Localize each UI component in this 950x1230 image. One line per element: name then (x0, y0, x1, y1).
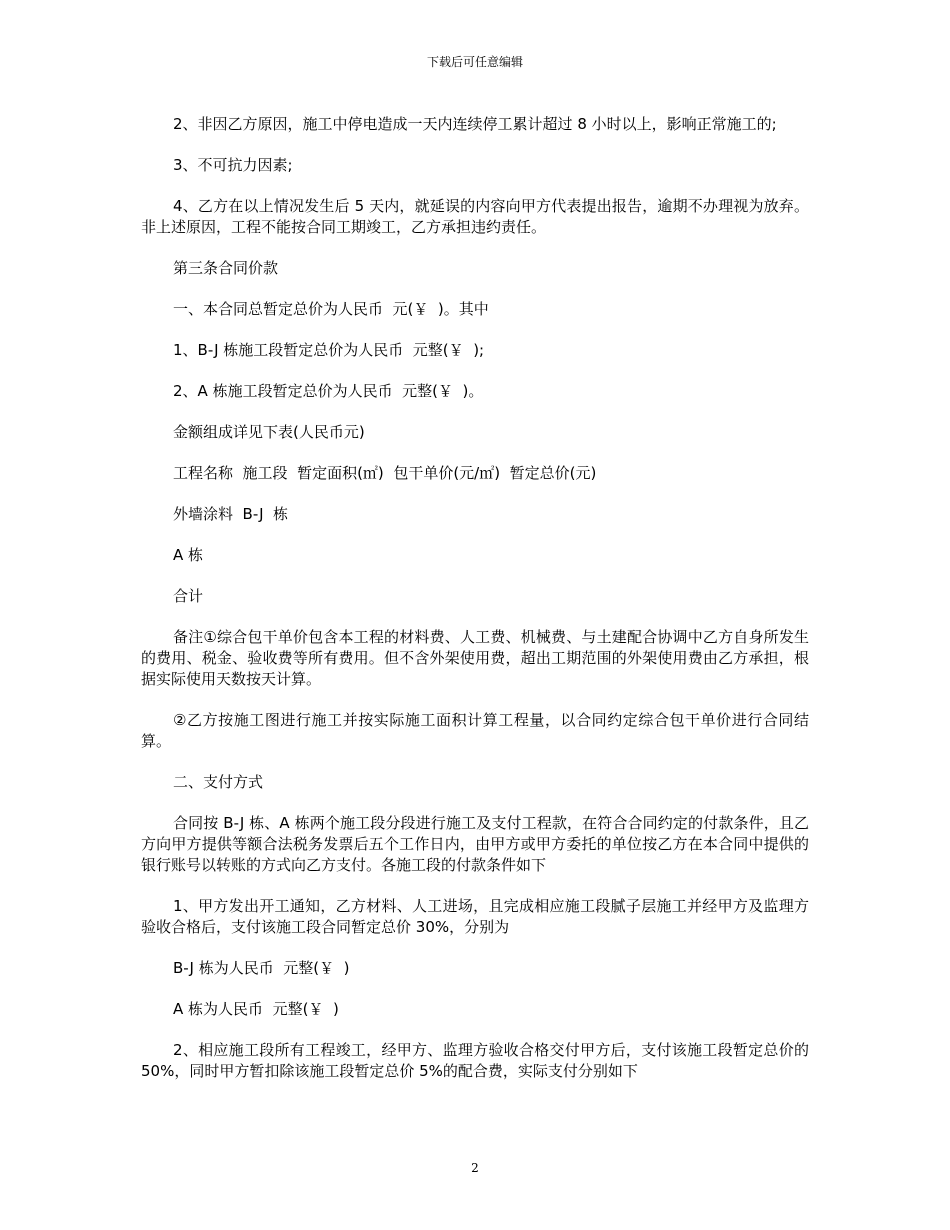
paragraph-remark-2: ②乙方按施工图进行施工并按实际施工面积计算工程量，以合同约定综合包干单价进行合同结算。 (141, 711, 809, 750)
table-row-total: 合计 (173, 587, 204, 605)
table-row-exterior-paint: 外墙涂料 B-J 栋 (173, 505, 289, 523)
paragraph-first-payment: 1、甲方发出开工通知，乙方材料、人工进场，且完成相应施工段腻子层施工并经甲方及监理方验收合格后，支付该施工段合同暂定总价 30%，分别为 (141, 897, 809, 936)
paragraph-force-majeure: 3、不可抗力因素; (173, 156, 293, 174)
paragraph-power-outage: 2、非因乙方原因，施工中停电造成一天内连续停工累计超过 8 小时以上，影响正常施工的; (173, 115, 777, 133)
paragraph-second-payment: 2、相应施工段所有工程竣工，经甲方、监理方验收合格交付甲方后，支付该施工段暂定总价的 50%，同时甲方暂扣除该施工段暂定总价 5%的配合费，实际支付分别如下 (141, 1041, 814, 1080)
page-number: 2 (471, 1161, 479, 1175)
paragraph-payment-terms: 合同按 B-J 栋、A 栋两个施工段分段进行施工及支付工程款，在符合合同约定的付款条件，且乙方向甲方提供等额合法税务发票后五个工作日内，由甲方或甲方委托的单位按乙方在本合同中提供的银行账号以转账的方式向乙方支付。各施工段的付款条件如下 (141, 814, 809, 874)
section-heading-payment-method: 二、支付方式 (173, 773, 264, 791)
paragraph-total-price: 一、本合同总暂定总价为人民币 元(￥ )。其中 (173, 300, 489, 318)
paragraph-a-amount: A 栋为人民币 元整(￥ ) (173, 1000, 339, 1018)
paragraph-bj-amount: B-J 栋为人民币 元整(￥ ) (173, 959, 350, 977)
section-heading-contract-price: 第三条合同价款 (173, 259, 279, 277)
paragraph-remark-1: 备注①综合包干单价包含本工程的材料费、人工费、机械费、与土建配合协调中乙方自身所发生的费用、税金、验收费等所有费用。但不含外架使用费，超出工期范围的外架使用费由乙方承担，根据实际使用天数按天计算。 (141, 628, 809, 688)
document-body (141, 114, 814, 1102)
page-header: 下载后可任意编辑 (426, 55, 523, 69)
paragraph-a-price: 2、A 栋施工段暂定总价为人民币 元整(￥ )。 (173, 382, 484, 400)
table-row-building-a: A 栋 (173, 546, 204, 564)
paragraph-amount-table-intro: 金额组成详见下表(人民币元) (173, 423, 365, 441)
paragraph-bj-price: 1、B-J 栋施工段暂定总价为人民币 元整(￥ ); (173, 341, 485, 359)
paragraph-delay-report: 4、乙方在以上情况发生后 5 天内，就延误的内容向甲方代表提出报告，逾期不办理视为放弃。非上述原因，工程不能按合同工期竣工，乙方承担违约责任。 (141, 197, 809, 236)
table-header-row: 工程名称 施工段 暂定面积(㎡) 包干单价(元/㎡) 暂定总价(元) (173, 464, 597, 482)
